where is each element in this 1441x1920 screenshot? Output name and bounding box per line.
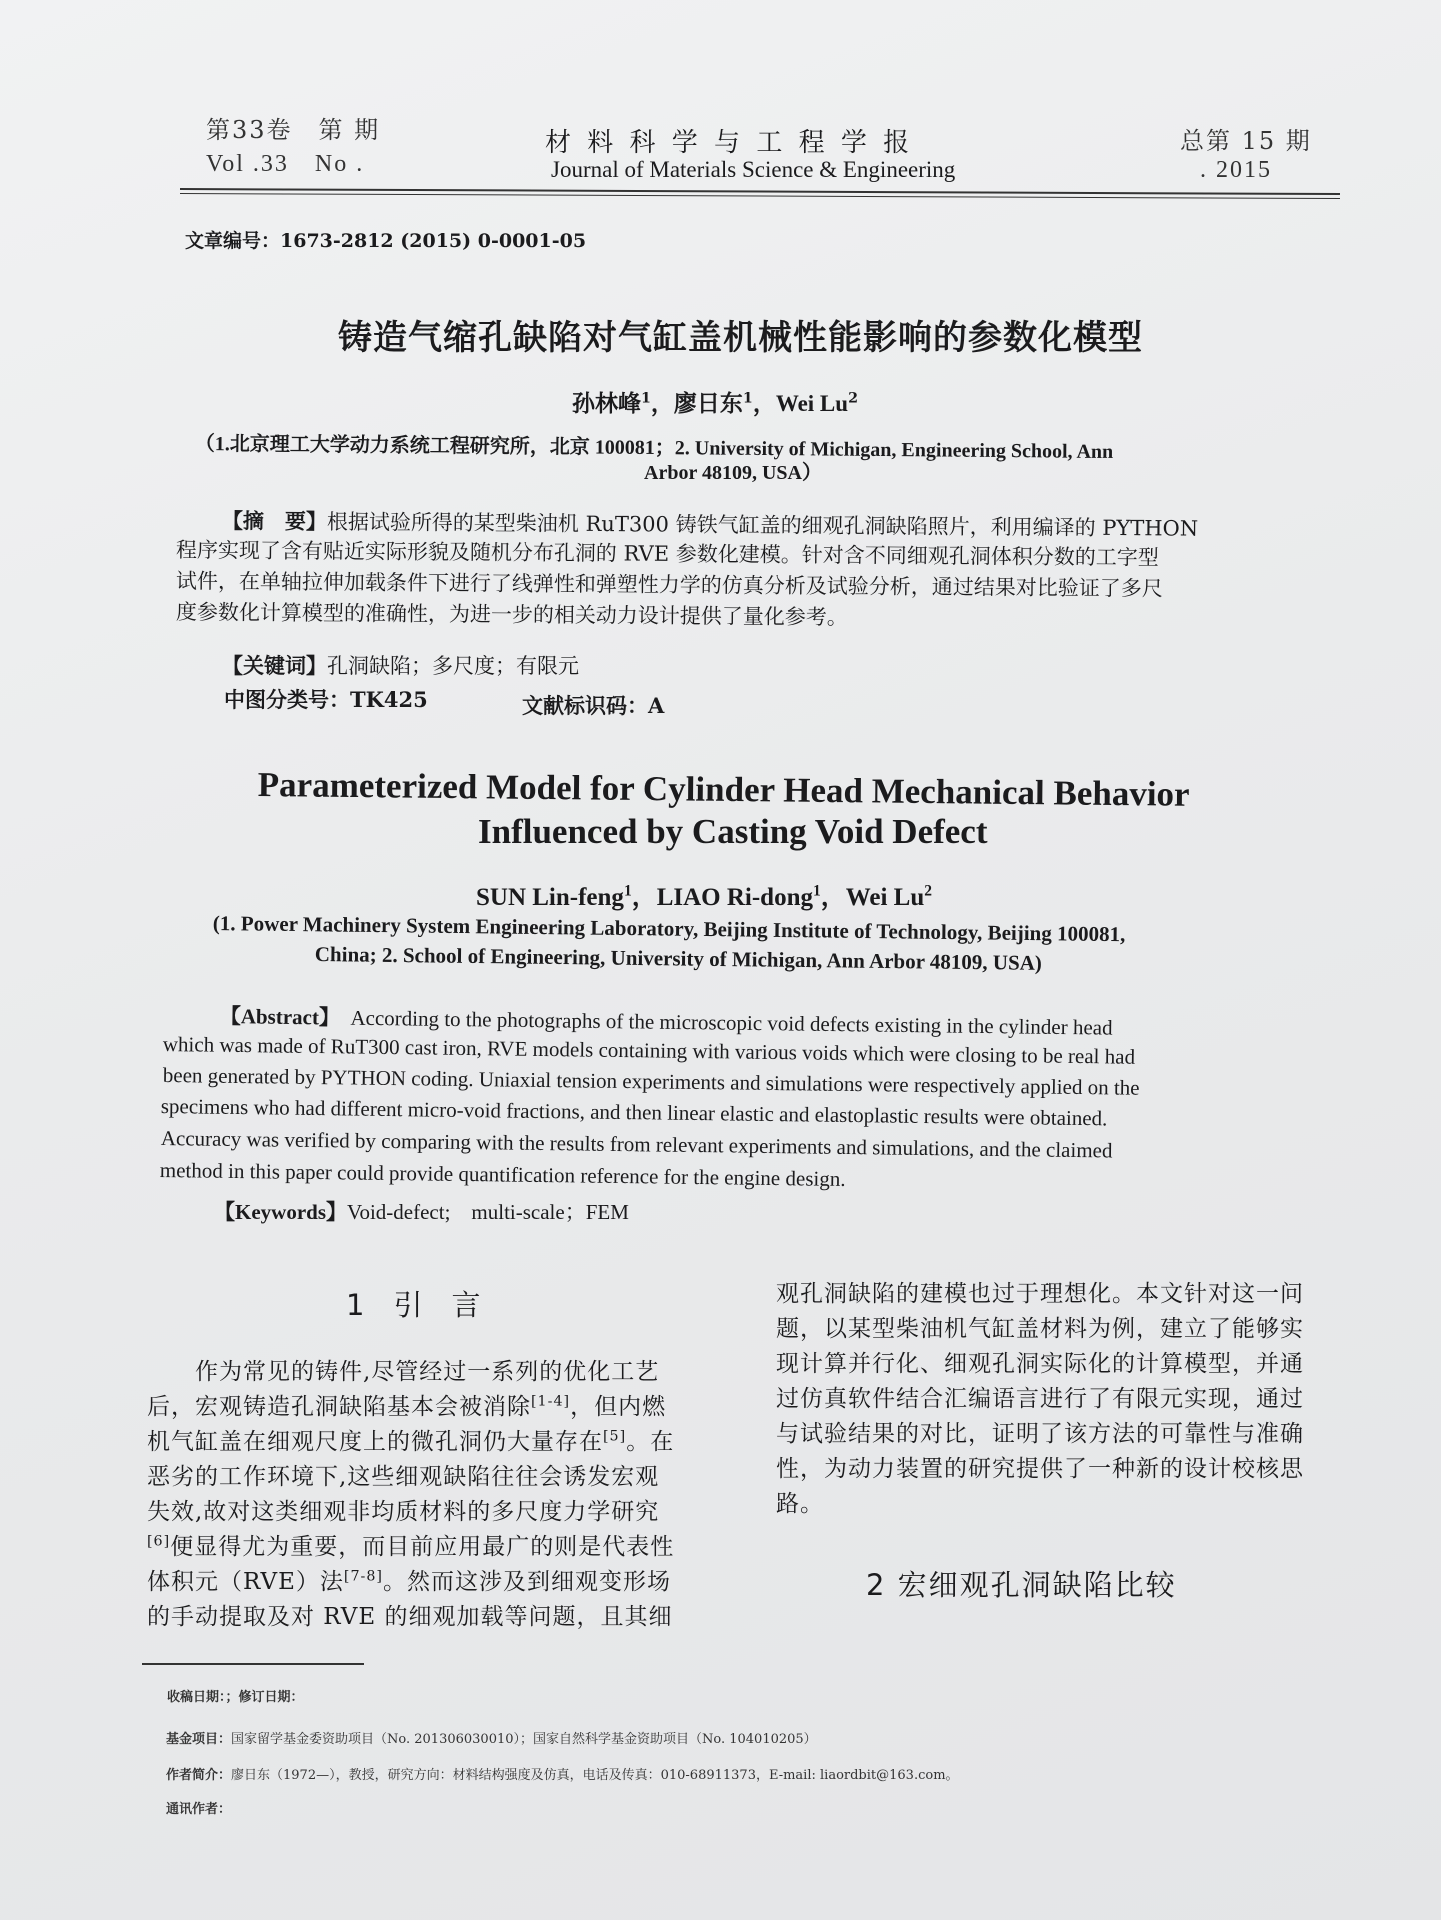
title-cn: 铸造气缩孔缺陷对气缸盖机械性能影响的参数化模型 — [338, 318, 1143, 358]
authors-en: SUN Lin-feng$^1$，LIAO Ri-dong$^1$，Wei Lu$^2$ — [476, 882, 933, 911]
footnote-corresponding: 通讯作者： — [166, 1802, 232, 1817]
abstract-cn: 【摘 要】根据试验所得的某型柴油机 RuT300 铸铁气缸盖的细观孔洞缺陷照片，利用编译的 PYTHON — [221, 507, 1199, 541]
volume-en: Vol .33 No . — [206, 151, 365, 177]
r-line-4: 过仿真软件结合汇编语言进行了有限元实现，通过 — [776, 1386, 1304, 1412]
s1-line-1: 作为常见的铸件,尽管经过一系列的优化工艺 — [195, 1359, 660, 1385]
footnote-rule — [142, 1663, 364, 1665]
keywords-cn-label: 【关键词】 — [222, 653, 327, 678]
footnote-fund: 基金项目：国家留学基金委资助项目（No. 201306030010）；国家自然科学基金资助项目（No. 104010205） — [166, 1732, 817, 1747]
footnote-author: 作者简介：廖日东（1972—），教授，研究方向：材料结构强度及仿真，电话及传真：010-68911373，E-mail: liaordbit@163.com。 — [166, 1768, 959, 1783]
affiliation-en-line-2: China; 2. School of Engineering, University of Michigan, Ann Arbor 48109, USA) — [314, 942, 1043, 975]
journal-title-cn: 材 料 科 学 与 工 程 学 报 — [545, 128, 914, 158]
s1-line-5: 失效,故对这类细观非均质材料的多尺度力学研究 — [147, 1499, 660, 1525]
keywords-en: 【Keywords】Void-defect; multi-scale；FEM — [214, 1200, 629, 1224]
title-en-line-2: Influenced by Casting Void Defect — [478, 812, 988, 851]
total-issue: 总第 15 期 — [1180, 127, 1312, 155]
abstract-cn-line-3: 试件，在单轴拉伸加载条件下进行了线弹性和弹塑性力学的仿真分析及试验分析，通过结果对比验证了多尺 — [175, 568, 1163, 601]
abstract-en-label: 【Abstract】 — [219, 1003, 341, 1030]
author-cn-3: Wei Lu — [775, 391, 849, 416]
s1-line-6: [6]便显得尤为重要，而目前应用最广的则是代表性 — [147, 1533, 675, 1560]
abstract-cn-line-2: 程序实现了含有贴近实际形貌及随机分布孔洞的 RVE 参数化建模。针对含不同细观孔洞体积分数的工字型 — [175, 537, 1159, 570]
volume-cn: 第33卷 第 期 — [206, 116, 381, 144]
affiliation-en-line-1: (1. Power Machinery System Engineering Laboratory, Beijing Institute of Technology, Beijing 100081, — [212, 911, 1126, 947]
keywords-en-label: 【Keywords】 — [214, 1200, 347, 1224]
document-code: 文献标识码：A — [522, 693, 665, 718]
s1-line-4: 恶劣的工作环境下,这些细观缺陷往往会诱发宏观 — [147, 1464, 660, 1490]
author-cn-1: 孙林峰 — [572, 390, 641, 417]
authors-cn: 孙林峰$^1$，廖日东$^1$，Wei Lu$^2$ — [572, 390, 858, 417]
s1-line-2: 后，宏观铸造孔洞缺陷基本会被消除[1-4]，但内燃 — [147, 1393, 667, 1420]
title-en-line-1: Parameterized Model for Cylinder Head Mechanical Behavior — [257, 765, 1190, 814]
abstract-en-line-2: which was made of RuT300 cast iron, RVE models containing with various voids which were closing to be real had — [162, 1032, 1136, 1069]
abstract-cn-line-4: 度参数化计算模型的准确性，为进一步的相关动力设计提供了量化参考。 — [175, 599, 848, 630]
keywords-cn: 【关键词】孔洞缺陷；多尺度；有限元 — [222, 653, 579, 678]
right-column-body — [776, 1277, 1304, 1522]
r-line-1: 观孔洞缺陷的建模也过于理想化。本文针对这一问 — [776, 1281, 1304, 1307]
abstract-en-line-4: specimens who had different micro-void fractions, and then linear elastic and elastoplastic results were obtained. — [160, 1094, 1108, 1131]
s1-line-3: 机气缸盖在细观尺度上的微孔洞仍大量存在[5]。在 — [147, 1428, 675, 1455]
affiliation-cn-line-1: （1.北京理工大学动力系统工程研究所，北京 100081；2. University of Michigan, Engineering School, Ann — [194, 432, 1114, 464]
s1-line-8: 的手动提取及对 RVE 的细观加载等问题，且其细 — [147, 1604, 673, 1630]
r-line-2: 题，以某型柴油机气缸盖材料为例，建立了能够实 — [776, 1316, 1304, 1342]
article-number: 文章编号：1673-2812 (2015) 0-0001-05 — [185, 230, 587, 252]
affiliation-cn-line-2: Arbor 48109, USA） — [644, 462, 822, 484]
author-en-1: SUN Lin-feng — [476, 884, 624, 911]
r-line-5: 与试验结果的对比，证明了该方法的可靠性与准确 — [776, 1421, 1304, 1447]
author-en-3: Wei Lu — [845, 884, 925, 911]
abstract-en-line-3: been generated by PYTHON coding. Uniaxial tension experiments and simulations were respectively applied on the — [162, 1063, 1140, 1100]
section-1-body — [147, 1355, 674, 1635]
author-en-2: LIAO Ri-dong — [656, 884, 813, 911]
abstract-cn-label: 【摘 要】 — [221, 507, 327, 534]
issue-year: . 2015 — [1200, 157, 1272, 183]
abstract-en-line-1: 【Abstract】 According to the photographs of the microscopic void defects existing in the cylinder head — [219, 1003, 1113, 1040]
section-2-heading: 2 宏细观孔洞缺陷比较 — [866, 1568, 1177, 1602]
abstract-en-line-6: method in this paper could provide quantification reference for the engine design. — [159, 1158, 846, 1191]
footnote-received: 收稿日期：；修订日期： — [167, 1690, 304, 1705]
author-cn-2: 廖日东 — [673, 390, 743, 417]
r-line-6: 性，为动力装置的研究提供了一种新的设计校核思 — [776, 1456, 1304, 1482]
journal-title-en: Journal of Materials Science & Engineering — [551, 157, 956, 182]
clc-number: 中图分类号：TK425 — [224, 687, 428, 712]
abstract-en-line-5: Accuracy was verified by comparing with the results from relevant experiments and simulations, and the claimed — [160, 1126, 1113, 1163]
r-line-3: 现计算并行化、细观孔洞实际化的计算模型，并通 — [776, 1351, 1304, 1377]
r-line-7: 路。 — [776, 1491, 824, 1517]
section-1-heading: 1 引 言 — [346, 1288, 481, 1322]
s1-line-7: 体积元（RVE）法[7-8]。然而这涉及到细观变形场 — [147, 1568, 671, 1595]
